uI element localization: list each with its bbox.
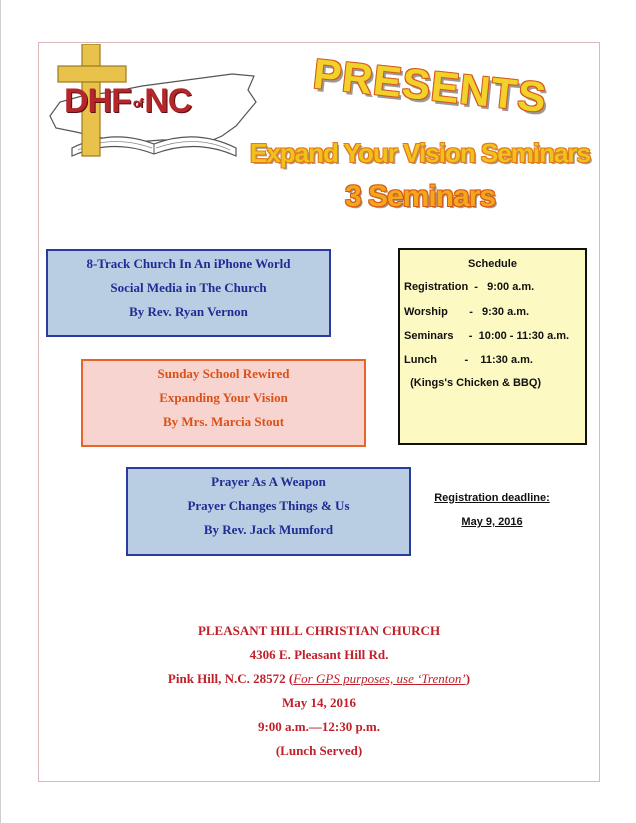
seminar-box-3 <box>126 467 411 556</box>
page-edge <box>0 0 1 823</box>
seminar-1-title: 8-Track Church In An iPhone World <box>86 256 291 271</box>
schedule-row-registration: Registration - 9:00 a.m. <box>404 281 535 293</box>
schedule-row-worship: Worship - 9:30 a.m. <box>404 306 530 318</box>
seminar-1-subtitle: Social Media in The Church <box>110 280 267 295</box>
dhf-nc-logo <box>42 44 264 162</box>
seminar-2-subtitle: Expanding Your Vision <box>159 390 288 405</box>
registration-deadline-date: May 9, 2016 <box>461 516 523 528</box>
lunch-note: (Lunch Served) <box>275 743 363 758</box>
event-date: May 14, 2016 <box>281 695 357 710</box>
logo-text <box>64 84 191 120</box>
logo-text-of: of <box>132 96 143 111</box>
event-time: 9:00 a.m.—12:30 p.m. <box>257 719 381 734</box>
logo-text-state: NC <box>144 82 192 120</box>
seminar-box-2 <box>81 359 366 447</box>
venue-city-close: ) <box>465 671 471 686</box>
schedule-row-lunch-note: (Kings's Chicken & BBQ) <box>404 377 542 389</box>
seminar-2-title: Sunday School Rewired <box>157 366 290 381</box>
schedule-box <box>398 248 587 445</box>
gps-note: For GPS purposes, use ‘Trenton’ <box>293 671 466 686</box>
venue-city-line <box>38 671 600 687</box>
seminar-2-speaker: By Mrs. Marcia Stout <box>162 414 285 429</box>
seminar-box-1 <box>46 249 331 337</box>
schedule-row-seminars: Seminars - 10:00 - 11:30 a.m. <box>404 330 570 342</box>
venue-street: 4306 E. Pleasant Hill Rd. <box>249 647 389 662</box>
schedule-title: Schedule <box>468 258 517 270</box>
seminar-3-subtitle: Prayer Changes Things & Us <box>187 498 350 513</box>
seminar-series-title: Expand Your Vision Seminars <box>249 138 590 168</box>
venue-city: Pink Hill, N.C. 28572 ( <box>167 671 294 686</box>
presents-heading: PRESENTS <box>311 49 550 122</box>
logo-text-main: DHF <box>64 82 131 120</box>
venue-name: PLEASANT HILL CHRISTIAN CHURCH <box>197 623 441 638</box>
seminar-count-heading: 3 Seminars <box>344 180 496 213</box>
seminar-1-speaker: By Rev. Ryan Vernon <box>129 304 248 319</box>
seminar-3-title: Prayer As A Weapon <box>211 474 326 489</box>
schedule-row-lunch: Lunch - 11:30 a.m. <box>404 354 533 366</box>
registration-deadline-label: Registration deadline: <box>434 492 550 504</box>
seminar-3-speaker: By Rev. Jack Mumford <box>203 522 334 537</box>
